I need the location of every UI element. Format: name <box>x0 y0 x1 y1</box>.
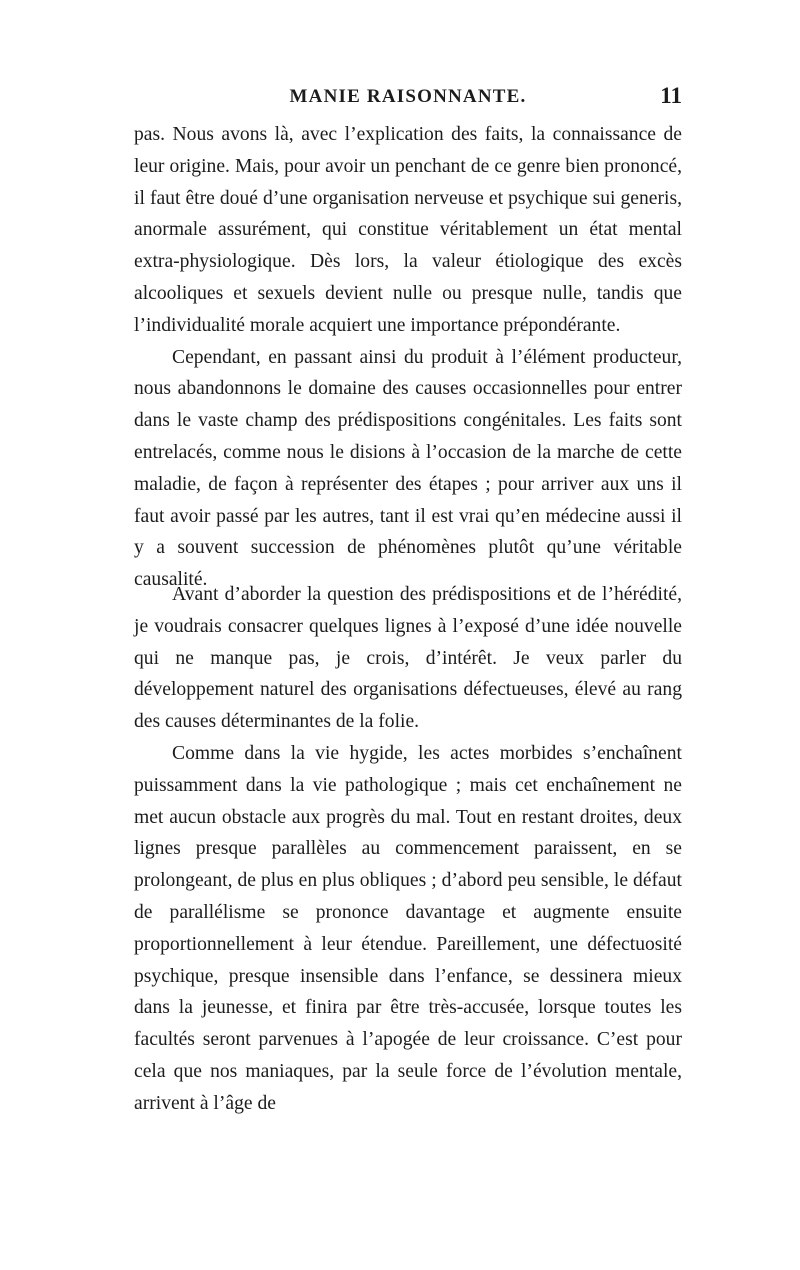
text-block-upper <box>134 119 682 596</box>
text-block-lower <box>134 579 682 1120</box>
running-title: MANIE RAISONNANTE. <box>289 86 527 107</box>
page-number: 11 <box>660 83 682 108</box>
paragraph-cependant: Cependant, en passant ainsi du produit à l’élément producteur, nous abandonnons le domaine des causes occasionnelles pour entrer dans le vaste champ des prédispositions congénitales. Les faits sont entrelacés, comme nous le disions à l’occasion de la marche de cette maladie, de façon à représenter des étapes ; pour arriver aux uns il faut avoir passé par les autres, tant il est vrai qu’en médecine aussi il y a souvent succession de phénomènes plutôt qu’une véritable causalité. <box>134 346 682 591</box>
paragraph-avant: Avant d’aborder la question des prédispositions et de l’hérédité, je voudrais consacrer quelques lignes à l’exposé d’une idée nouvelle qui ne manque pas, je crois, d’intérêt. Je veux parler du développement naturel des organisations défectueuses, élevé au rang des causes déterminantes de la folie. <box>134 584 682 733</box>
paragraph-comme: Comme dans la vie hygide, les actes morbides s’enchaînent puissamment dans la vie pathologique ; mais cet enchaînement ne met aucun obstacle aux progrès du mal. Tout en restant droites, deux lignes presque parallèles au commencement paraissent, en se prolongeant, de plus en plus obliques ; d’abord peu sensible, le défaut de parallélisme se prononce davantage et augmente ensuite proportionnellement à leur étendue. Pareillement, une défectuosité psychique, presque insensible dans l’enfance, se dessinera mieux dans la jeunesse, et finira par être très-accusée, lorsque toutes les facultés seront parvenues à l’apogée de leur croissance. C’est pour cela que nos maniaques, par la seule force de l’évolution mentale, arrivent à l’âge de <box>134 742 682 1114</box>
paragraph-continued: pas. Nous avons là, avec l’explication des faits, la connaissance de leur origine. Mais, pour avoir un penchant de ce genre bien prononcé, il faut être doué d’une organisation nerveuse et psychique sui generis, anormale assurément, qui constitue véritablement un état mental extra-physiologique. Dès lors, la valeur étiologique des excès alcooliques et sexuels devient nulle ou presque nulle, tandis que l’individualité morale acquiert une importance prépondérante. <box>134 124 682 336</box>
running-head <box>134 83 682 120</box>
